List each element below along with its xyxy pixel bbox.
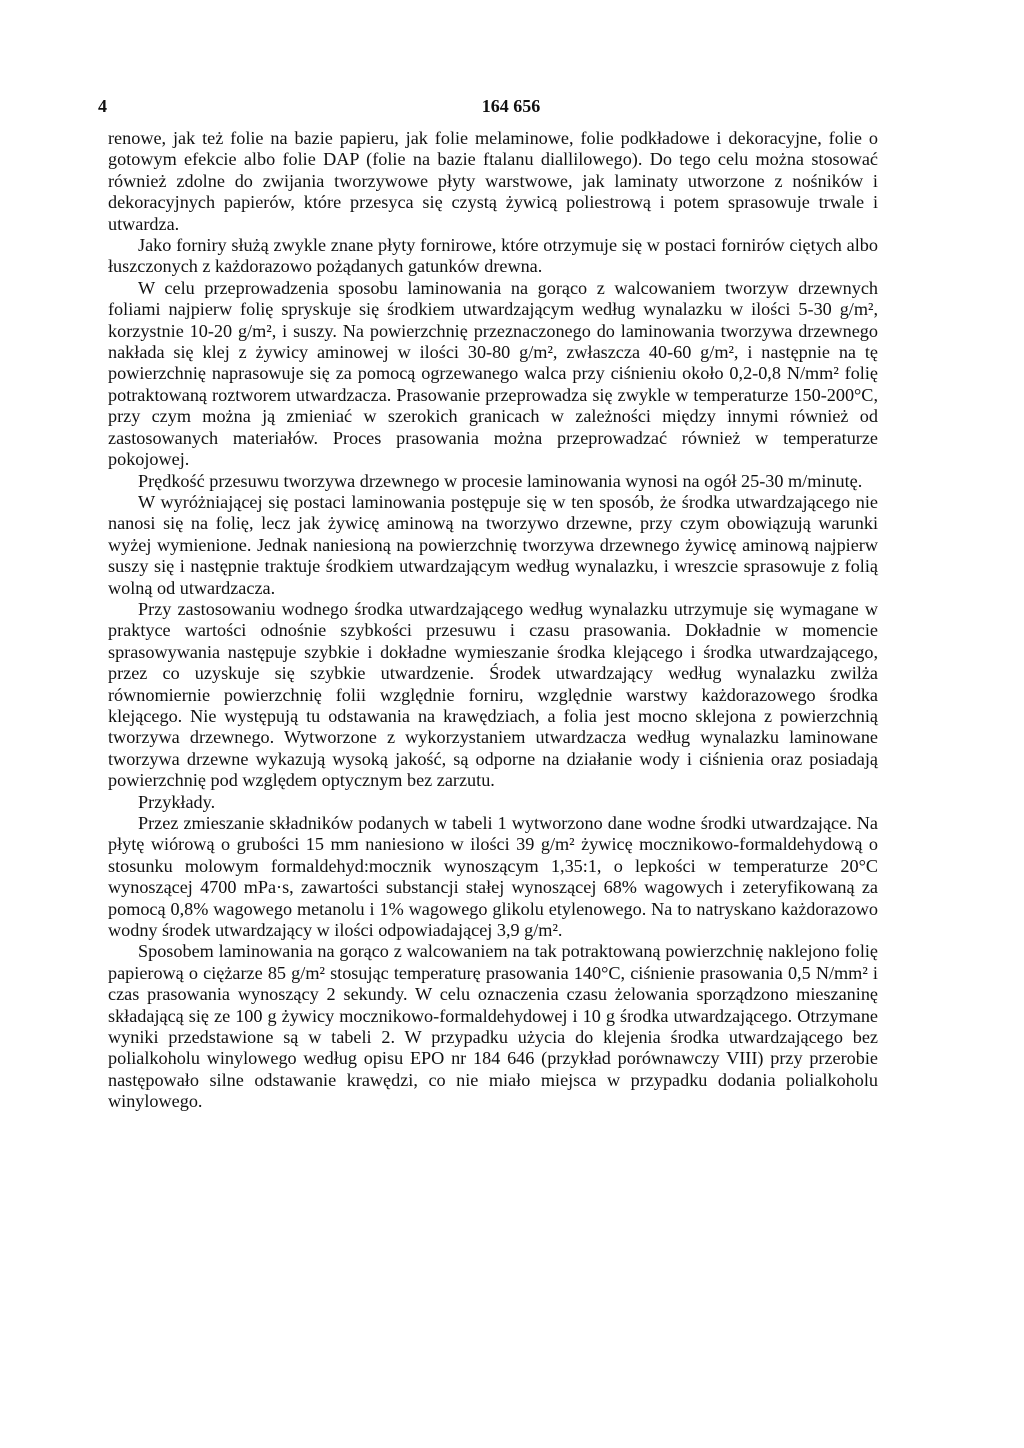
page-header (98, 96, 924, 122)
paragraph-preferred-embodiment: W wyróżniającej się postaci laminowania postępuje się w ten sposób, że środka utwardzającego nie nanosi się na folię, lecz jak żywicę aminową na tworzywo drzewne, przy czym obowiązują warunki wyżej wymienione. Jednak naniesioną na powierzchnię tworzywa drzewnego żywicę aminową najpierw suszy się i następnie traktuje środkiem utwardzającym według wynalazku, i wreszcie sprasowuje z folią wolną od utwardzacza. (108, 491, 878, 598)
paragraph-feed-speed: Prędkość przesuwu tworzywa drzewnego w procesie laminowania wynosi na ogół 25-30 m/minutę. (138, 470, 863, 491)
paragraph-continued: renowe, jak też folie na bazie papieru, jak folie melaminowe, folie podkładowe i dekoracyjne, folie o gotowym efekcie albo folie DAP (folie na bazie ftalanu diallilowego). Do tego celu można stosować również zdolne do zwijania tworzywowe płyty warstwowe, jak laminaty utworzone z nośników i dekoracyjnych papierów, które przesyca się czystą żywicą poliestrową i potem sprasowuje trwale i utwardza. (108, 128, 878, 234)
paragraph-advantages: Przy zastosowaniu wodnego środka utwardzającego według wynalazku utrzymuje się wymagane w praktyce wartości odnośnie szybkości przesuwu i czasu prasowania. Dokładnie w momencie sprasowywania następuje szybkie i dokładne wymieszanie środka klejącego i środka utwardzającego, przez co uzyskuje się szybkie utwardzenie. Środek utwardzający według wynalazku zwilża równomiernie powierzchnię folii względnie forniru, względnie warstwy każdorazowego środka klejącego. Nie występują tu odstawania na krawędziach, a folia jest mocno sklejona z powierzchnią tworzywa drzewnego. Wytworzone z wykorzystaniem utwardzacza według wynalazku laminowane tworzywa drzewne wykazują wysoką jakość, są odporne na działanie wody i ciśnienia oraz posiadają powierzchnię pod względem optycznym bez zarzutu. (108, 598, 878, 791)
patent-number: 164 656 (481, 96, 541, 116)
paragraph-example-preparation: Przez zmieszanie składników podanych w tabeli 1 wytworzono dane wodne środki utwardzające. Na płytę wiórową o grubości 15 mm naniesiono w ilości 39 g/m² żywicę mocznikowo-formaldehydową o stosunku molowym formaldehyd:mocznik wynoszącym 1,35:1, o lepkości w temperaturze 20°C wynoszącej 4700 mPa·s, zawartości substancji stałej wynoszącej 68% wagowych i zeteryfikowaną za pomocą 0,8% wagowego metanolu i 1% wagowego glikolu etylenowego. Na to natryskano każdorazowo wodny środek utwardzający w ilości odpowiadającej 3,9 g/m². (108, 813, 878, 941)
body-text (108, 128, 878, 1113)
paragraph-examples-heading: Przykłady. (138, 791, 216, 812)
page-number: 4 (98, 96, 107, 116)
paragraph-lamination-method: W celu przeprowadzenia sposobu laminowania na gorąco z walcowaniem tworzyw drzewnych foliami najpierw folię spryskuje się środkiem utwardzającym według wynalazku w ilości 5-30 g/m², korzystnie 10-20 g/m², i suszy. Na powierzchnię przeznaczonego do laminowania tworzywa drzewnego nakłada się klej z żywicy aminowej w ilości 30-80 g/m², zwłaszcza 40-60 g/m², i następnie na tę powierzchnię naprasowuje się za pomocą ogrzewanego walca przy ciśnieniu około 0,2-0,8 N/mm² folię potraktowaną roztworem utwardzacza. Prasowanie przeprowadza się zwykle w temperaturze 150-200°C, przy czym można ją zmieniać w szerokich granicach w zależności między innymi również od zastosowanych materiałów. Proces prasowania można przeprowadzać również w temperaturze pokojowej. (108, 277, 878, 470)
paragraph-veneers: Jako forniry służą zwykle znane płyty fornirowe, które otrzymuje się w postaci fornirów ciętych albo łuszczonych z każdorazowo pożądanych gatunków drewna. (108, 235, 878, 277)
paragraph-example-results: Sposobem laminowania na gorąco z walcowaniem na tak potraktowaną powierzchnię naklejono folię papierową o ciężarze 85 g/m² stosując temperaturę prasowania 140°C, ciśnienie prasowania 0,5 N/mm² i czas prasowania wynoszący 2 sekundy. W celu oznaczenia czasu żelowania sporządzono mieszaninę składającą się ze 100 g żywicy mocznikowo-formaldehydowej i 10 g środka utwardzającego. Otrzymane wyniki przedstawione są w tabeli 2. W przypadku użycia do klejenia środka utwardzającego bez polialkoholu winylowego według opisu EPO nr 184 646 (przykład porównawczy VIII) przy przerobie następowało silne odstawanie krawędzi, co nie miało miejsca w przypadku dodania polialkoholu winylowego. (108, 941, 878, 1112)
